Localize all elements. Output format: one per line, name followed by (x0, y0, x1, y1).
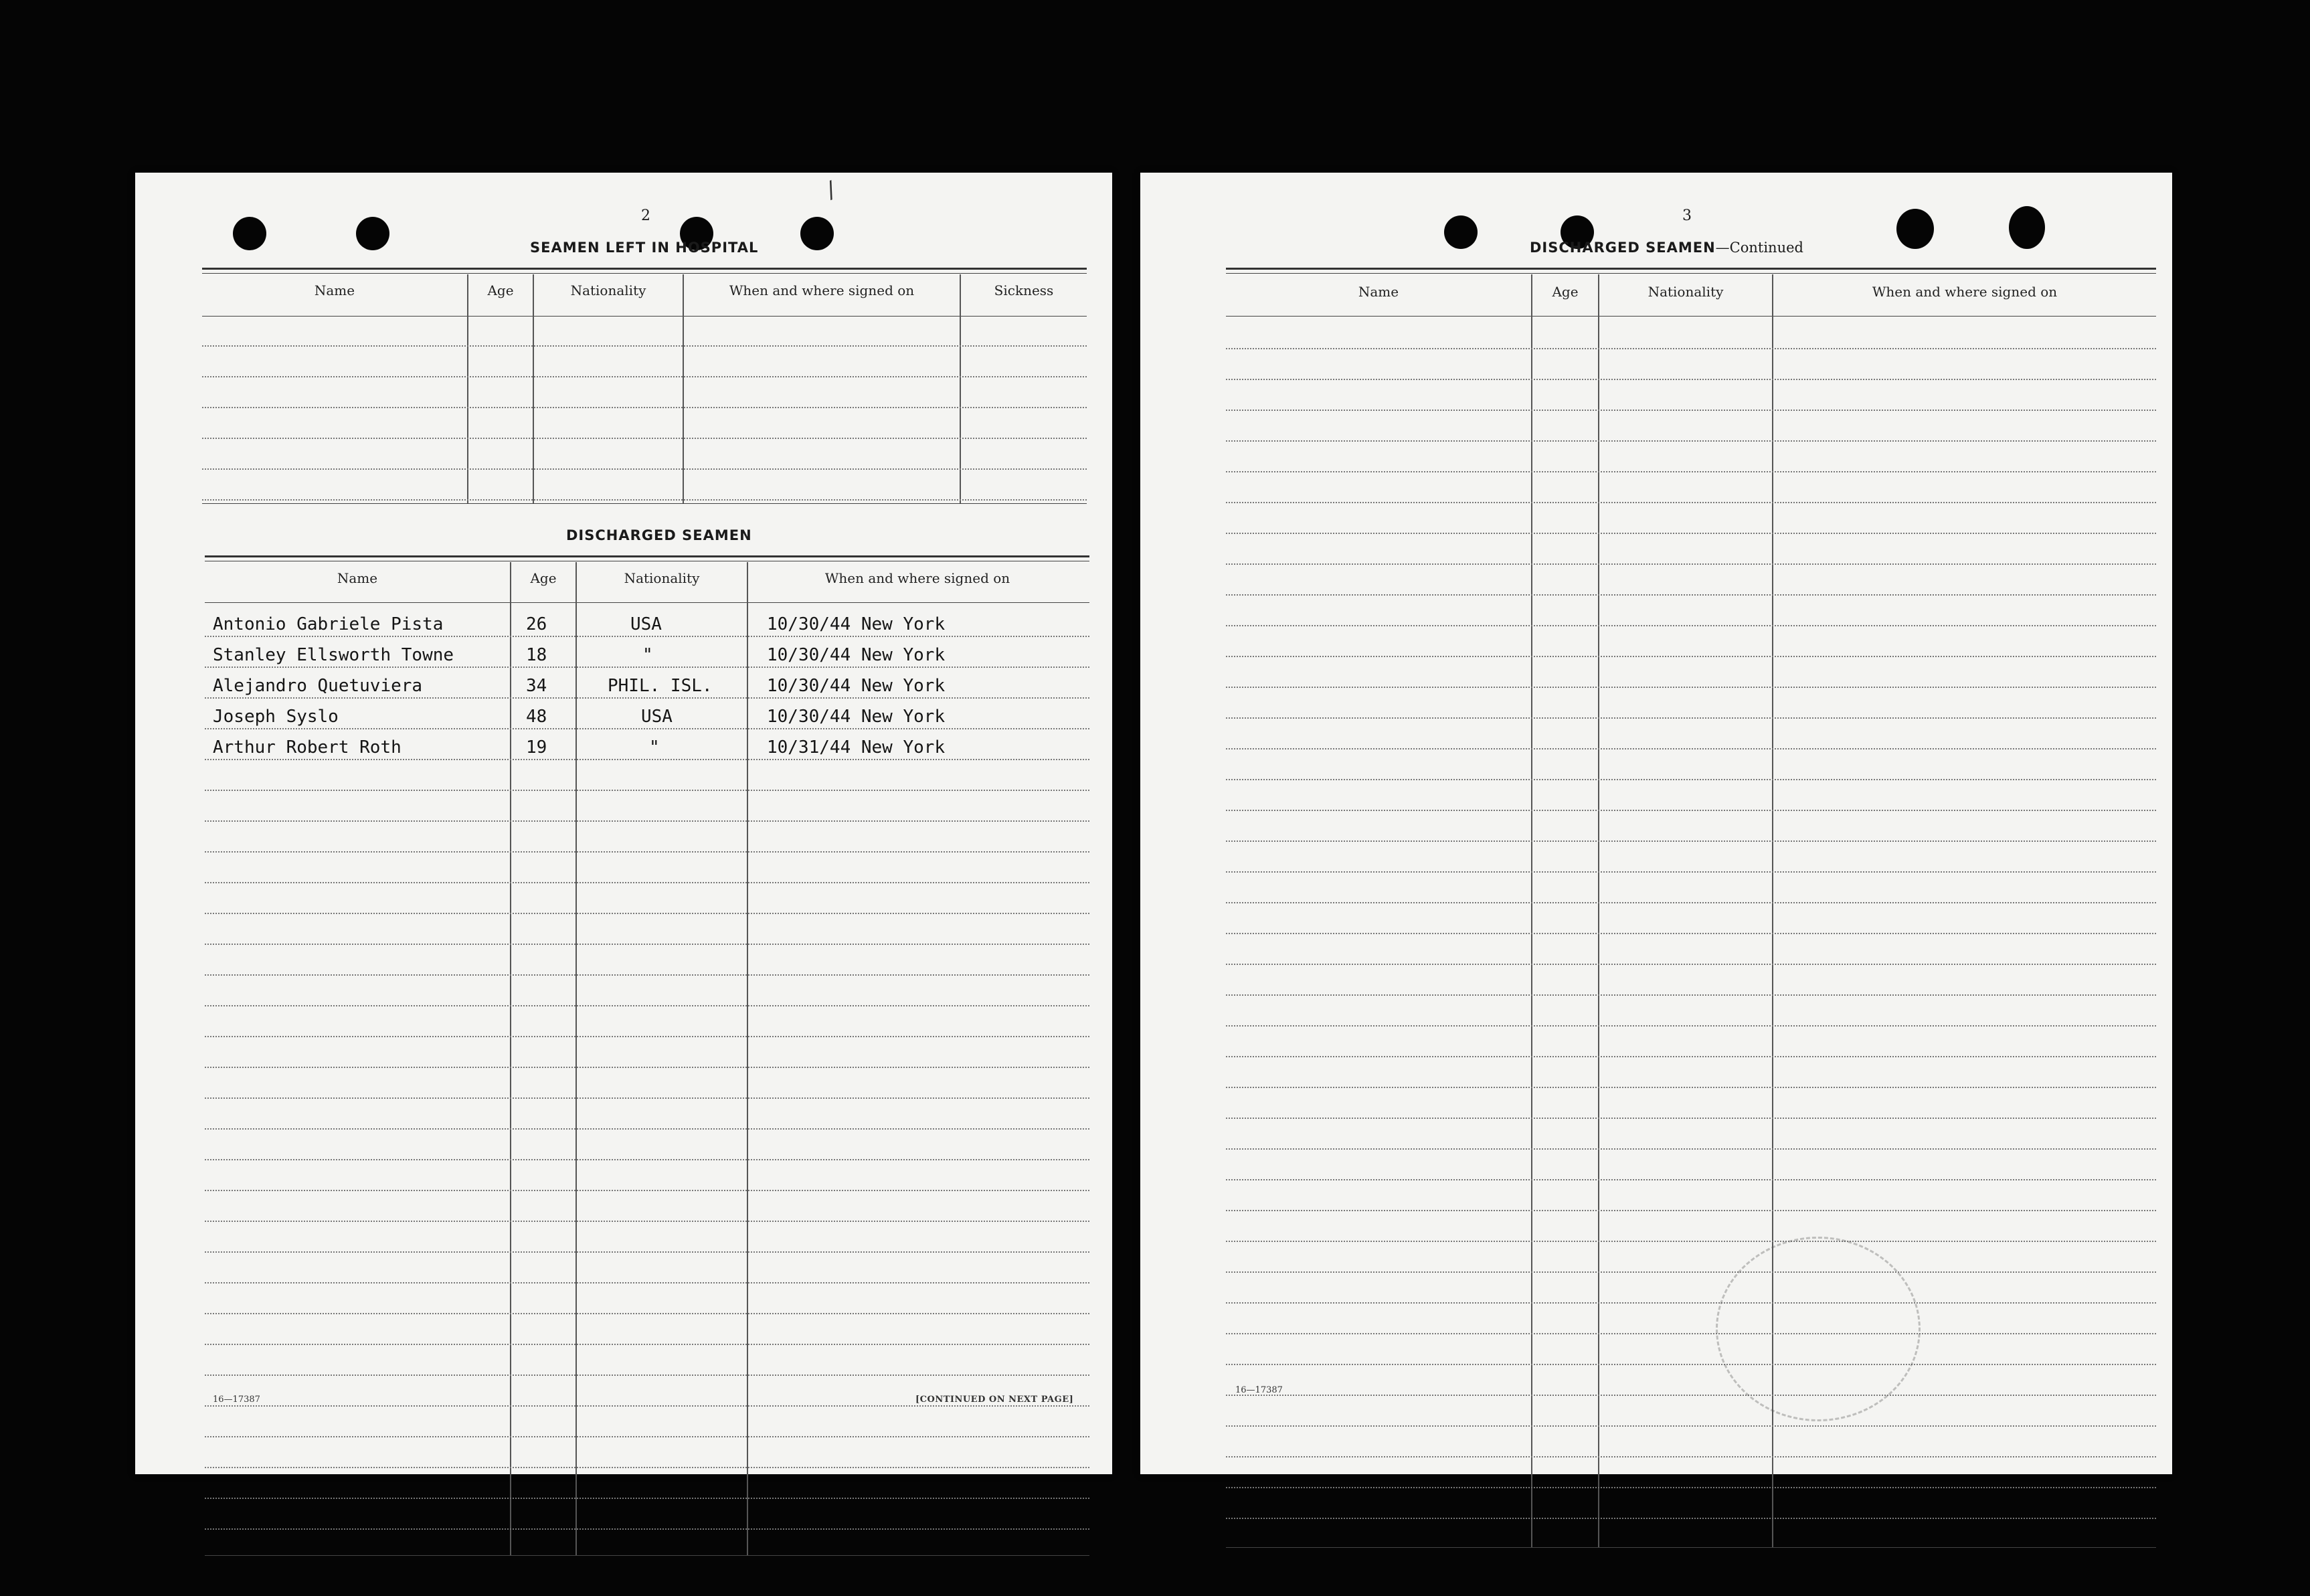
ruling-line (205, 790, 1089, 791)
ruling-line (1226, 1518, 2156, 1519)
col-head-signed-on: When and where signed on (824, 570, 1010, 586)
discharged-section-title: DISCHARGED SEAMEN (566, 527, 752, 543)
seaman-signed-on: 10/31/44 New York (767, 737, 946, 758)
ruling-line (1226, 379, 2156, 380)
col-head-name: Name (1358, 284, 1399, 300)
seaman-signed-on: 10/30/44 New York (767, 676, 946, 696)
ruling-line (202, 376, 1087, 377)
ruling-line (1226, 840, 2156, 842)
hospital-section-title: SEAMEN LEFT IN HOSPITAL (530, 240, 759, 256)
ruling-line (205, 636, 1089, 637)
ruling-line (205, 759, 1089, 760)
section-title-suffix: —Continued (1715, 240, 1803, 256)
continued-note: [CONTINUED ON NEXT PAGE] (915, 1395, 1074, 1405)
ruling-line (1226, 410, 2156, 411)
ruling-line (1226, 594, 2156, 596)
ruling-line (205, 1313, 1089, 1314)
punch-hole (1444, 215, 1478, 249)
ruling-line (205, 697, 1089, 699)
ruling-line (1226, 440, 2156, 442)
ruling-line (202, 468, 1087, 470)
punch-hole (1896, 209, 1934, 249)
ruling-line (205, 1036, 1089, 1037)
col-head-nationality: Nationality (1648, 284, 1724, 300)
ruling-line (1226, 1087, 2156, 1088)
ruling-line (205, 974, 1089, 976)
col-head-sickness: Sickness (994, 282, 1054, 298)
seaman-age: 26 (526, 614, 547, 634)
ruling-line (205, 728, 1089, 729)
ruling-line (1226, 1456, 2156, 1457)
ruling-line (1226, 625, 2156, 626)
seaman-signed-on: 10/30/44 New York (767, 614, 946, 634)
ruling-line (202, 407, 1087, 408)
ruling-line (202, 499, 1087, 501)
seaman-signed-on: 10/30/44 New York (767, 707, 946, 727)
seaman-signed-on: 10/30/44 New York (767, 645, 946, 665)
col-head-signed-on: When and where signed on (729, 282, 915, 298)
ruling-line (1226, 810, 2156, 811)
ruling-line (1226, 563, 2156, 565)
ruling-line (205, 1282, 1089, 1283)
ruling-line (205, 1005, 1089, 1006)
col-head-name: Name (314, 282, 355, 298)
ruling-line (1226, 1302, 2156, 1304)
ruling-line (1226, 1056, 2156, 1057)
col-head-nationality: Nationality (624, 570, 700, 586)
ruling-line (205, 944, 1089, 945)
seaman-nationality: USA (630, 614, 662, 634)
ruling-line (1226, 1364, 2156, 1365)
ruling-line (1226, 1271, 2156, 1273)
col-head-age: Age (530, 570, 557, 586)
ruling-line (205, 1405, 1089, 1407)
ruling-line (1226, 902, 2156, 903)
punch-hole (2009, 206, 2045, 249)
ruling-line (205, 1251, 1089, 1253)
ruling-line (205, 851, 1089, 853)
ruling-line (205, 1097, 1089, 1099)
ruling-line (1226, 656, 2156, 657)
ruling-line (1226, 1118, 2156, 1119)
ruling-line (1226, 994, 2156, 996)
ruling-line (1226, 779, 2156, 780)
ruling-line (1226, 1425, 2156, 1427)
seaman-nationality: " (649, 737, 660, 758)
ruling-line (202, 345, 1087, 347)
punch-hole (233, 217, 266, 250)
ruling-line (1226, 1241, 2156, 1242)
ruling-line (1226, 1333, 2156, 1334)
ruling-line (1226, 502, 2156, 503)
seaman-nationality: PHIL. ISL. (608, 676, 713, 696)
ruling-line (1226, 1148, 2156, 1150)
seaman-age: 18 (526, 645, 547, 665)
ruling-line (1226, 871, 2156, 873)
seaman-age: 48 (526, 707, 547, 727)
ruling-line (1226, 933, 2156, 934)
ruling-line (1226, 687, 2156, 688)
seaman-name: Antonio Gabriele Pista (213, 614, 444, 634)
ruling-line (1226, 748, 2156, 749)
seaman-nationality: USA (641, 707, 673, 727)
section-title-text: DISCHARGED SEAMEN (1530, 240, 1716, 256)
col-head-name: Name (337, 570, 378, 586)
ruling-line (205, 1221, 1089, 1222)
ruling-line (205, 667, 1089, 668)
col-head-signed-on: When and where signed on (1872, 284, 2058, 300)
faded-stamp (1716, 1237, 1921, 1421)
ruling-line (205, 820, 1089, 822)
ruling-line (1226, 471, 2156, 472)
page-number: 3 (1682, 207, 1692, 224)
right-page (1140, 173, 2172, 1474)
punch-hole (800, 217, 834, 250)
ruling-line (205, 1375, 1089, 1376)
form-code: 16—17387 (1235, 1385, 1283, 1395)
seaman-name: Stanley Ellsworth Towne (213, 645, 454, 665)
page-number: 2 (641, 207, 650, 224)
ruling-line (205, 913, 1089, 914)
ruling-line (205, 1498, 1089, 1499)
ruling-line (1226, 533, 2156, 534)
ruling-line (1226, 717, 2156, 719)
ruling-line (205, 1436, 1089, 1437)
ruling-line (205, 1128, 1089, 1130)
ruling-line (1226, 1395, 2156, 1396)
ruling-line (1226, 1179, 2156, 1180)
seaman-age: 19 (526, 737, 547, 758)
ruling-line (205, 1467, 1089, 1468)
pencil-tick-mark: / (822, 176, 839, 204)
ruling-line (205, 1159, 1089, 1160)
ruling-line (1226, 1025, 2156, 1027)
ruling-line (1226, 1210, 2156, 1211)
section-title (1530, 240, 1803, 256)
seaman-name: Joseph Syslo (213, 707, 339, 727)
col-head-age: Age (487, 282, 514, 298)
ruling-line (1226, 348, 2156, 349)
ruling-line (205, 882, 1089, 883)
ruling-line (205, 1344, 1089, 1345)
col-head-nationality: Nationality (570, 282, 646, 298)
ruling-line (1226, 964, 2156, 965)
seaman-nationality: " (642, 645, 653, 665)
ruling-line (1226, 1487, 2156, 1488)
left-page (135, 173, 1112, 1474)
ruling-line (205, 1190, 1089, 1191)
ruling-line (205, 1067, 1089, 1068)
ruling-line (202, 438, 1087, 439)
punch-hole (356, 217, 389, 250)
seaman-name: Alejandro Quetuviera (213, 676, 423, 696)
seaman-age: 34 (526, 676, 547, 696)
ruling-line (205, 1528, 1089, 1530)
seaman-name: Arthur Robert Roth (213, 737, 402, 758)
form-code: 16—17387 (213, 1395, 260, 1405)
col-head-age: Age (1552, 284, 1579, 300)
